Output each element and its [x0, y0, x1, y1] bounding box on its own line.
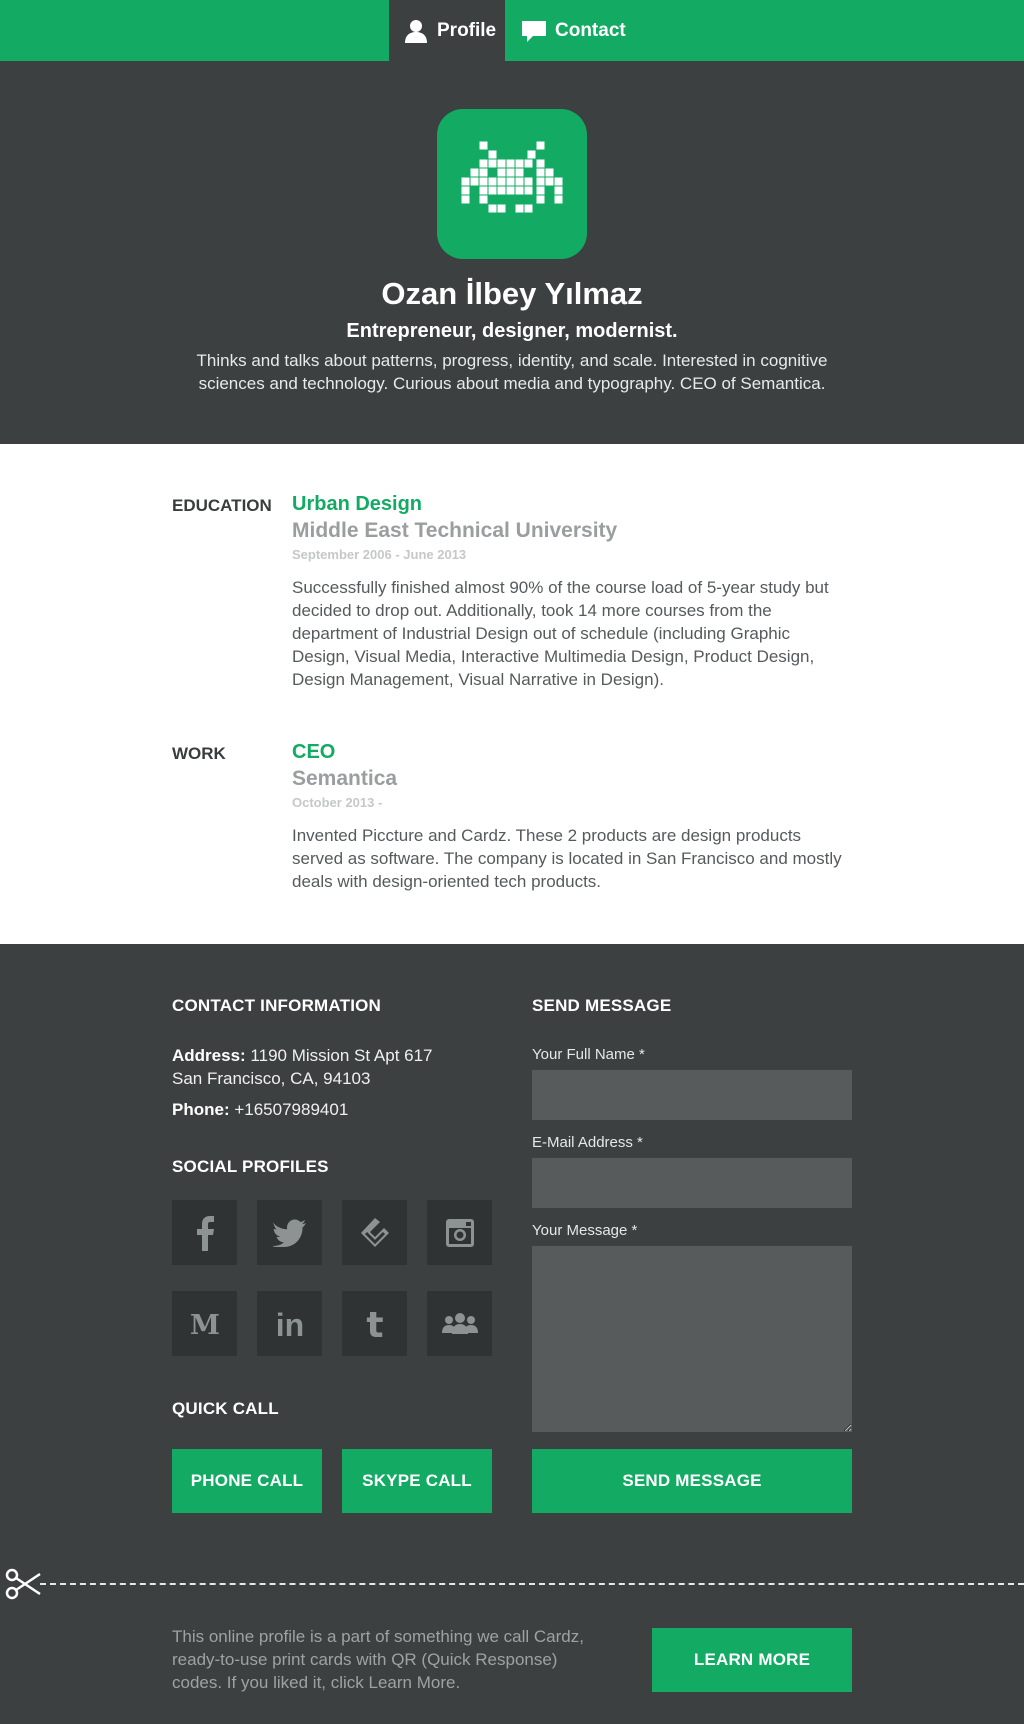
- user-icon: [403, 18, 429, 44]
- education-title: Urban Design: [292, 493, 423, 515]
- footer-text: This online profile is a part of something we call Cardz, ready-to-use print cards with QR (Quick Response) codes. If you liked it, click Learn More.: [172, 1627, 584, 1692]
- avatar: [437, 109, 587, 259]
- foursquare-icon: [358, 1216, 392, 1250]
- skype-call-button[interactable]: SKYPE CALL: [342, 1449, 492, 1513]
- tumblr-icon: [363, 1307, 387, 1341]
- send-message-heading: SEND MESSAGE: [532, 996, 672, 1015]
- message-textarea[interactable]: [532, 1246, 852, 1432]
- profile-tagline: Entrepreneur, designer, modernist.: [346, 320, 678, 342]
- education-label: EDUCATION: [172, 496, 272, 515]
- social-heading: SOCIAL PROFILES: [172, 1157, 329, 1176]
- address-line2: San Francisco, CA, 94103: [172, 1069, 371, 1088]
- instagram-icon: [445, 1218, 475, 1248]
- address-line1: 1190 Mission St Apt 617: [250, 1046, 433, 1065]
- work-title: CEO: [292, 741, 336, 763]
- resume-section: [0, 444, 1024, 944]
- phone: [172, 1098, 348, 1121]
- work-entry: [292, 740, 852, 893]
- contact-info-heading: CONTACT INFORMATION: [172, 996, 382, 1015]
- svg-text:in: in: [275, 1308, 304, 1339]
- foursquare-link[interactable]: [342, 1200, 407, 1265]
- svg-text:t: t: [365, 1306, 384, 1341]
- linkedin-icon: [273, 1309, 307, 1339]
- address-label: Address:: [172, 1046, 246, 1065]
- tumblr-link[interactable]: [342, 1291, 407, 1356]
- medium-link[interactable]: [172, 1291, 237, 1356]
- cut-line-divider: [40, 1583, 1024, 1585]
- contact-section: [0, 944, 1024, 1724]
- tab-contact-label: Contact: [555, 19, 626, 41]
- address: [172, 1044, 433, 1090]
- email-input[interactable]: [532, 1158, 852, 1208]
- send-message-button[interactable]: SEND MESSAGE: [532, 1449, 852, 1513]
- profile-bio: Thinks and talks about patterns, progress, identity, and scale. Interested in cognitive sciences and technology. Curious about media and typography. CEO of Semantica.: [196, 351, 828, 393]
- facebook-link[interactable]: [172, 1200, 237, 1265]
- work-label: WORK: [172, 744, 226, 763]
- education-dates: September 2006 - June 2013: [292, 547, 467, 562]
- speech-bubble-icon: [521, 18, 547, 44]
- tab-contact[interactable]: [505, 0, 635, 61]
- work-dates: October 2013 -: [292, 795, 383, 810]
- group-icon: [442, 1313, 478, 1335]
- profile-header: [0, 61, 1024, 444]
- profile-name: Ozan İlbey Yılmaz: [381, 276, 643, 311]
- work-org: Semantica: [292, 767, 398, 790]
- twitter-link[interactable]: [257, 1200, 322, 1265]
- space-invader-icon: [459, 141, 565, 221]
- group-link[interactable]: [427, 1291, 492, 1356]
- instagram-link[interactable]: [427, 1200, 492, 1265]
- top-nav: [0, 0, 1024, 61]
- tab-profile[interactable]: [389, 0, 505, 61]
- email-label: E-Mail Address *: [532, 1134, 643, 1151]
- phone-label: Phone:: [172, 1100, 230, 1119]
- twitter-icon: [273, 1219, 307, 1247]
- education-desc: Successfully finished almost 90% of the course load of 5-year study but decided to drop out. Additionally, took 14 more courses from the department of Industrial Design out of schedule (including Graphic Design, Visual Media, Interactive Multimedia Design, Product Design, Design Management, Visual Narrative in Design).: [292, 578, 829, 689]
- message-label: Your Message *: [532, 1222, 638, 1239]
- learn-more-button[interactable]: LEARN MORE: [652, 1628, 852, 1692]
- work-desc: Invented Piccture and Cardz. These 2 products are design products served as software. The company is located in San Francisco and mostly deals with design-oriented tech products.: [292, 826, 842, 891]
- quick-call-heading: QUICK CALL: [172, 1399, 279, 1418]
- linkedin-link[interactable]: [257, 1291, 322, 1356]
- tab-profile-label: Profile: [437, 19, 497, 41]
- svg-text:M: M: [189, 1310, 220, 1337]
- education-org: Middle East Technical University: [292, 519, 618, 542]
- phone-call-button[interactable]: PHONE CALL: [172, 1449, 322, 1513]
- scissors-icon: [4, 1568, 42, 1605]
- phone-number[interactable]: +16507989401: [234, 1100, 349, 1119]
- full-name-input[interactable]: [532, 1070, 852, 1120]
- medium-icon: [189, 1311, 221, 1337]
- education-entry: [292, 492, 852, 691]
- facebook-icon: [190, 1215, 220, 1251]
- name-label: Your Full Name *: [532, 1046, 645, 1063]
